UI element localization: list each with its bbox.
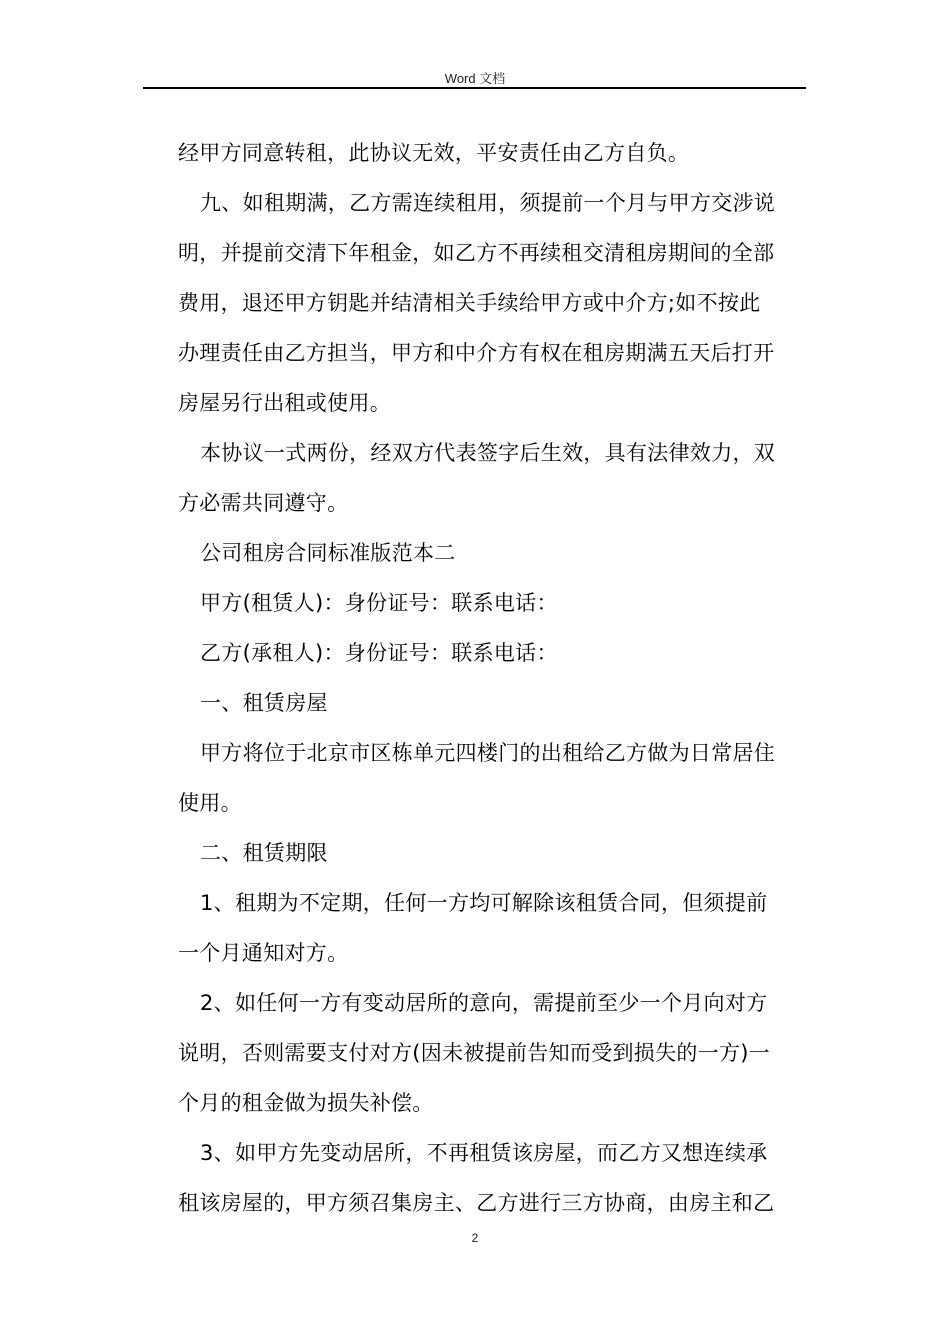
document-header-label: Word 文档 bbox=[444, 71, 506, 86]
text-line: 说明，否则需要支付对方(因未被提前告知而受到损失的一方)一 bbox=[178, 1041, 771, 1065]
text-line: 经甲方同意转租，此协议无效，平安责任由乙方自负。 bbox=[178, 141, 690, 165]
header-divider bbox=[143, 87, 806, 89]
text-line: 2、如任何一方有变动居所的意向，需提前至少一个月向对方 bbox=[200, 991, 768, 1015]
text-line: 甲方(租赁人)：身份证号：联系电话： bbox=[200, 591, 558, 615]
text-line: 使用。 bbox=[178, 791, 242, 815]
text-line: 租该房屋的，甲方须召集房主、乙方进行三方协商，由房主和乙 bbox=[178, 1191, 775, 1215]
text-line: 本协议一式两份，经双方代表签字后生效，具有法律效力，双 bbox=[200, 441, 776, 465]
text-line: 明，并提前交清下年租金，如乙方不再续租交清租房期间的全部 bbox=[178, 241, 775, 265]
text-line: 办理责任由乙方担当，甲方和中介方有权在租房期满五天后打开 bbox=[178, 341, 775, 365]
text-line: 费用，退还甲方钥匙并结清相关手续给甲方或中介方;如不按此 bbox=[178, 291, 761, 315]
document-body bbox=[178, 128, 812, 1228]
text-line: 一个月通知对方。 bbox=[178, 941, 349, 965]
text-line: 1、租期为不定期，任何一方均可解除该租赁合同，但须提前 bbox=[200, 891, 768, 915]
text-line: 甲方将位于北京市区栋单元四楼门的出租给乙方做为日常居住 bbox=[200, 741, 776, 765]
text-line: 公司租房合同标准版范本二 bbox=[200, 541, 456, 565]
text-line: 乙方(承租人)：身份证号：联系电话： bbox=[200, 641, 558, 665]
text-line: 3、如甲方先变动居所，不再租赁该房屋，而乙方又想连续承 bbox=[200, 1141, 768, 1165]
text-line: 方必需共同遵守。 bbox=[178, 491, 349, 515]
text-line: 一、租赁房屋 bbox=[200, 691, 328, 715]
text-line: 二、租赁期限 bbox=[200, 841, 328, 865]
page-number: 2 bbox=[471, 1231, 479, 1245]
text-line: 个月的租金做为损失补偿。 bbox=[178, 1091, 434, 1115]
text-line: 房屋另行出租或使用。 bbox=[178, 391, 391, 415]
text-line: 九、如租期满，乙方需连续租用，须提前一个月与甲方交涉说 bbox=[200, 191, 776, 215]
